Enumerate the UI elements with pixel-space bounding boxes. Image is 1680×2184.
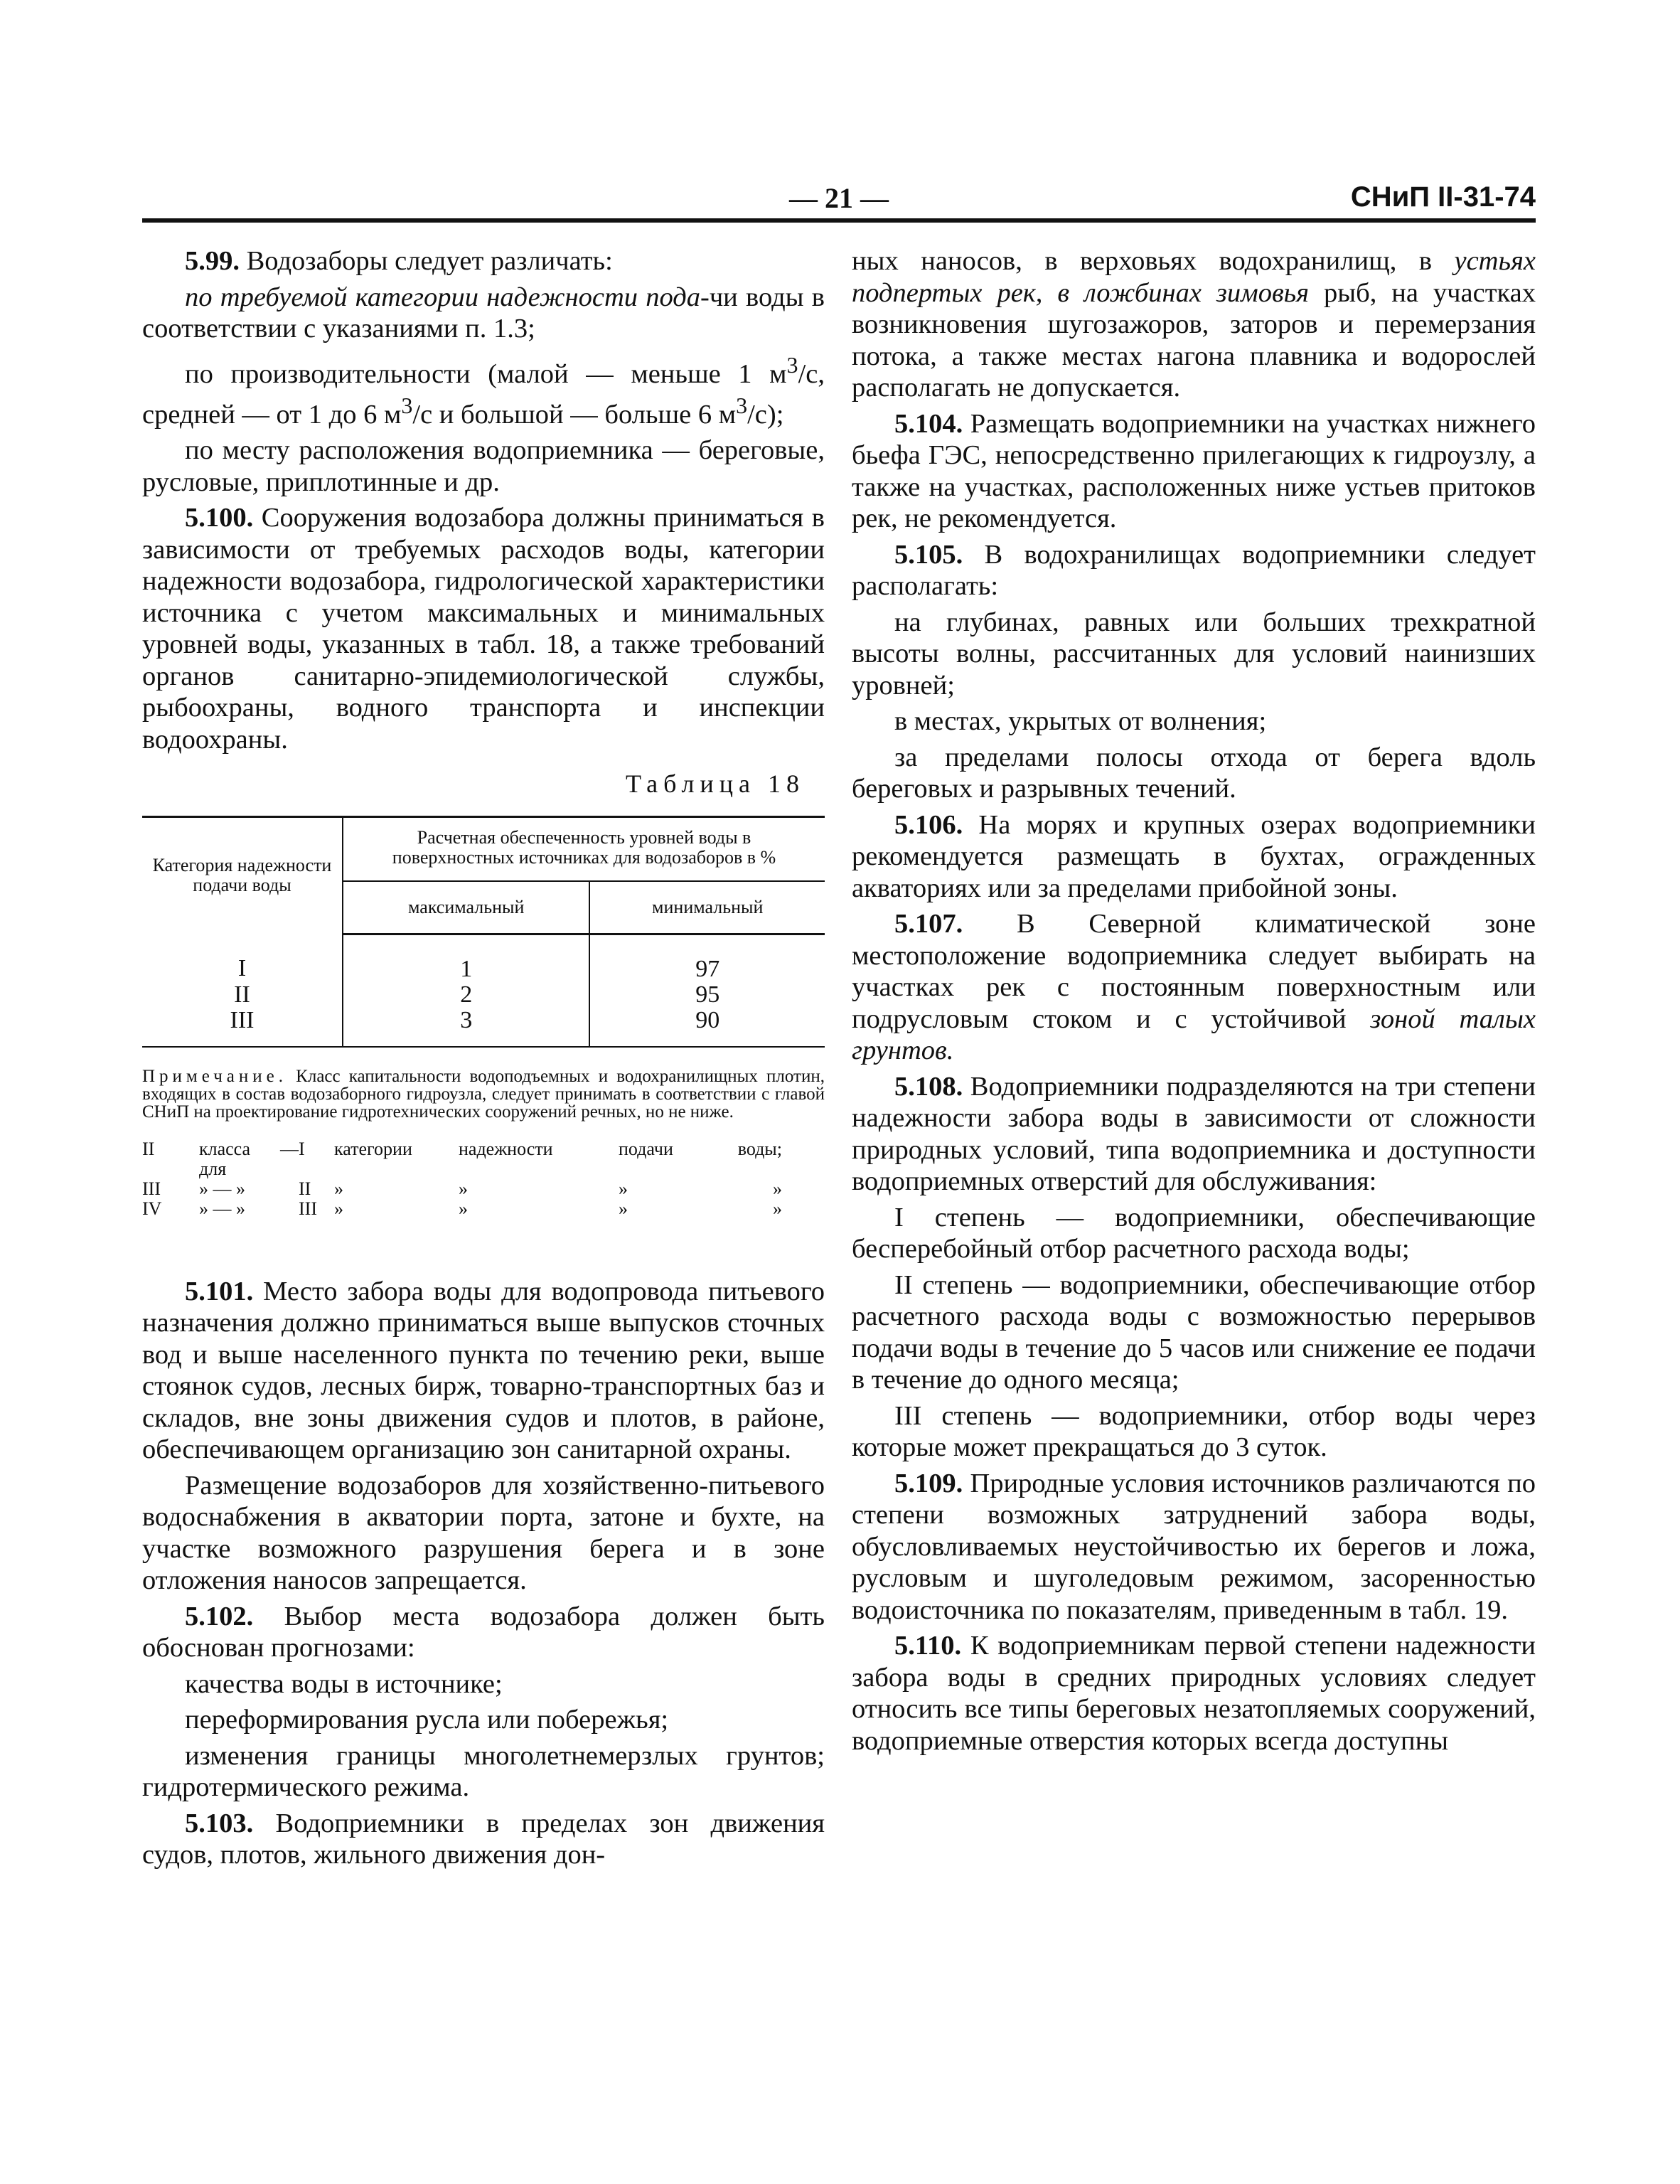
paragraph-5-103-continued: ных наносов, в верховьях водохранилищ, в устьях подпертых рек, в ложбинах зимовья рыб, на участках возникновения шугозажоров, заторов и перемерзания потока, а также местах нагона плавника и водорослей располагать не допускается. <box>852 246 1536 403</box>
page-number: — 21 — <box>789 182 889 214</box>
paragraph-5-99-a: по требуемой категории надежности пода-чи воды в соответствии с указаниями п. 1.3; <box>142 282 825 343</box>
section-number: 5.102. <box>185 1601 254 1631</box>
paragraph-5-105-b: в местах, укрытых от волнения; <box>894 706 1267 736</box>
paragraph-5-101-b: Размещение водозаборов для хозяйственно-питьевого водоснабжения в акватории порта, затоне и бухте, на участке возможного разрушения берега и в зоне отложения наносов запрещается. <box>142 1470 825 1596</box>
paragraph-5-108-c: III степень — водоприемники, отбор воды через которые может прекращаться до 3 суток. <box>852 1400 1536 1462</box>
class-row: II класса — для I категории надежности подачи воды; <box>142 1138 782 1179</box>
table-caption: Таблица 18 <box>626 769 805 799</box>
header-rule <box>142 218 1536 223</box>
paragraph-5-107: 5.107. В Северной климатической зоне местоположение водоприемника следует выбирать на участках рек с постоянным поверхностным или подрусловым стоком и с устойчивой зоной талых грунтов. <box>852 909 1536 1065</box>
section-number: 5.106. <box>894 809 963 840</box>
paragraph-5-105-a: на глубинах, равных или больших трехкратной высоты волны, рассчитанных для условий наинизших уровней; <box>852 607 1536 701</box>
class-row: IV » — » III » » » » <box>142 1198 782 1219</box>
paragraph-5-102: 5.102. Выбор места водозабора должен быть обоснован прогнозами: <box>142 1601 825 1663</box>
table-row: I 1 97 <box>142 934 825 982</box>
right-column <box>852 245 1536 1761</box>
paragraph-5-109: 5.109. Природные условия источников различаются по степени возможных затруднений забора воды, обусловливаемых неустойчивостью их берегов и ложа, русловым и шуголедовым режимом, засоренностью водоисточника по показателям, приведенным в табл. 19. <box>852 1468 1536 1625</box>
paragraph-5-106: 5.106. На морях и крупных озерах водоприемники рекомендуется размещать в бухтах, огражденных акваториях или за пределами прибойной зоны. <box>852 809 1536 903</box>
section-number: 5.104. <box>894 408 963 439</box>
paragraph-5-101: 5.101. Место забора воды для водопровода питьевого назначения должно приниматься выше выпусков сточных вод и выше населенного пункта по течению реки, выше стоянок судов, лесных бирж, товарно-транспортных баз и складов, вне зоны движения судов и плотов, в районе, обеспечивающем организацию зон санитарной охраны. <box>142 1276 825 1465</box>
left-column <box>142 245 825 1875</box>
paragraph-5-104: 5.104. Размещать водоприемники на участках нижнего бьефа ГЭС, непосредственно прилегающих к гидроузлу, а также на участках, расположенных ниже устьев притоков рек, не рекомендуется. <box>852 408 1536 533</box>
table-note: Примечание. Класс капитальности водоподъемных и водохранилищных плотин, входящих в состав водозаборного гидроузла, следует принимать в соответствии с главой СНиП на проектирование гидротехнических сооружений речных, но не ниже. <box>142 1066 825 1122</box>
section-number: 5.103. <box>185 1808 254 1838</box>
section-number: 5.99. <box>185 246 240 276</box>
paragraph-5-110: 5.110. К водоприемникам первой степени надежности забора воды в средних природных условиях следует относить все типы береговых незатопляемых сооружений, водоприемные отверстия которых всегда доступны <box>852 1631 1536 1756</box>
paragraph-5-105-c: за пределами полосы отхода от берега вдоль береговых и разрывных течений. <box>852 742 1536 804</box>
section-number: 5.101. <box>185 1276 254 1306</box>
paragraph-5-99: 5.99. Водозаборы следует различать: <box>185 246 613 276</box>
section-number: 5.107. <box>894 909 963 939</box>
paragraph-5-102-b: переформирования русла или побережья; <box>185 1705 669 1735</box>
table-header-max: максимальный <box>343 881 589 934</box>
table-header-min: минимальный <box>589 881 825 934</box>
paragraph-5-103: 5.103. Водоприемники в пределах зон движения судов, плотов, жильного движения дон- <box>142 1808 825 1870</box>
document-code: СНиП II-31-74 <box>1350 181 1536 213</box>
paragraph-5-99-b: по производительности (малой — меньше 1 $м^3/с$, средней — от 1 до 6 $м^3/с$ и большой — больше 6 $м^3/с$); <box>142 351 825 430</box>
class-row: III » — » II » » » » <box>142 1178 782 1199</box>
paragraph-5-108-b: II степень — водоприемники, обеспечивающие отбор расчетного расхода воды с возможностью перерывов подачи воды в течение до 5 часов или снижение ее подачи в течение до одного месяца; <box>852 1269 1536 1395</box>
section-number: 5.105. <box>894 539 963 570</box>
paragraph-5-108-a: I степень — водоприемники, обеспечивающие бесперебойный отбор расчетного расхода воды; <box>852 1202 1536 1264</box>
section-number: 5.100. <box>185 503 254 533</box>
paragraph-5-99-c: по месту расположения водоприемника — береговые, русловые, приплотинные и др. <box>142 435 825 497</box>
table-header-category: Категория надежности подачи воды <box>142 816 343 934</box>
table-row: II 2 95 <box>142 982 825 1008</box>
class-list <box>142 1139 825 1219</box>
paragraph-5-108: 5.108. Водоприемники подразделяются на три степени надежности забора воды в зависимости от сложности природных условий, типа водоприемника и доступности водоприемных отверстий для обслуживания: <box>852 1071 1536 1196</box>
section-number: 5.108. <box>894 1071 963 1102</box>
paragraph-5-102-c: изменения границы многолетнемерзлых грунтов; гидротермического режима. <box>142 1740 825 1803</box>
section-number: 5.109. <box>894 1468 963 1498</box>
paragraph-5-105: 5.105. В водохранилищах водоприемники следует располагать: <box>852 539 1536 601</box>
paragraph-5-100: 5.100. Сооружения водозабора должны приниматься в зависимости от требуемых расходов воды, категории надежности водозабора, гидрологической характеристики источника с учетом максимальных и минимальных уровней воды, указанных в табл. 18, а также требований органов санитарно-эпидемиологической службы, рыбоохраны, водного транспорта и инспекции водоохраны. <box>142 503 825 755</box>
table-header-span: Расчетная обеспеченность уровней воды в поверхностных источниках для водозаборов в % <box>343 816 825 881</box>
table-row: III 3 90 <box>142 1008 825 1047</box>
paragraph-5-102-a: качества воды в источнике; <box>185 1668 503 1699</box>
table-18 <box>142 816 825 1048</box>
page-header <box>142 181 1536 224</box>
section-number: 5.110. <box>894 1631 962 1661</box>
